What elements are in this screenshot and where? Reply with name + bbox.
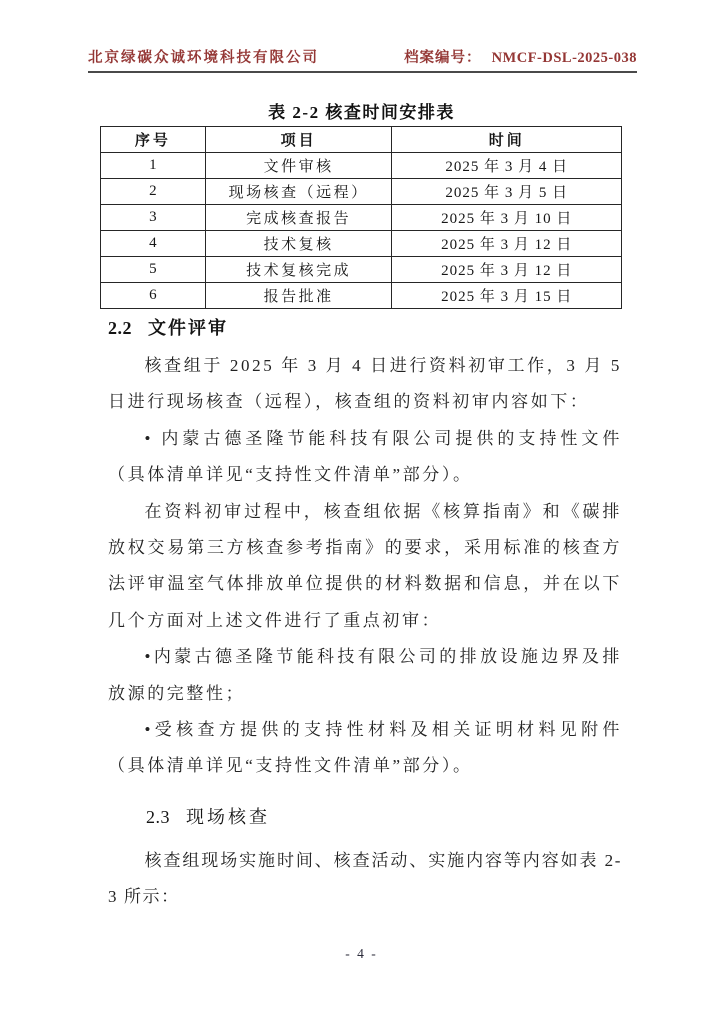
cell-item: 技术复核 [205,231,392,257]
section-number: 2.2 [108,318,132,338]
table-row [101,179,622,205]
table-header-row [101,127,622,153]
bullet-item: •内蒙古德圣隆节能科技有限公司的排放设施边界及排放源的完整性； [108,647,622,703]
bullet-item: •受核查方提供的支持性材料及相关证明材料见附件（具体清单详见“支持性文件清单”部分）。 [108,720,622,776]
verification-schedule-table [100,126,622,309]
paragraph: 核查组于 2025 年 3 月 4 日进行资料初审工作，3 月 5 日进行现场核查（远程），核查组的资料初审内容如下： [108,356,622,412]
cell-item: 现场核查（远程） [205,179,392,205]
table-row [101,283,622,309]
col-header-item: 项目 [205,127,392,153]
table-row [101,257,622,283]
cell-time: 2025 年 3 月 4 日 [392,153,622,179]
page-header [88,46,637,67]
cell-time: 2025 年 3 月 15 日 [392,283,622,309]
cell-time: 2025 年 3 月 5 日 [392,179,622,205]
cell-seq: 5 [101,257,206,283]
cell-item: 报告批准 [205,283,392,309]
page-number: - 4 - [345,946,378,961]
section-heading-2-3 [146,803,622,829]
cell-seq: 4 [101,231,206,257]
table-title: 表 2-2 核查时间安排表 [268,103,455,122]
table-row [101,231,622,257]
col-header-time: 时间 [392,127,622,153]
company-name: 北京绿碳众诚环境科技有限公司 [88,50,319,66]
paragraph: 核查组现场实施时间、核查活动、实施内容等内容如表 2-3 所示： [108,850,622,907]
section-title: 现场核查 [186,806,270,827]
cell-time: 2025 年 3 月 12 日 [392,257,622,283]
cell-seq: 2 [101,179,206,205]
file-number-value: NMCF-DSL-2025-038 [491,50,637,66]
cell-item: 完成核查报告 [205,205,392,231]
cell-seq: 1 [101,153,206,179]
cell-item: 文件审核 [205,153,392,179]
table-row [101,153,622,179]
cell-time: 2025 年 3 月 10 日 [392,205,622,231]
cell-item: 技术复核完成 [205,257,392,283]
cell-seq: 6 [101,283,206,309]
cell-seq: 3 [101,205,206,231]
section-heading-2-2 [108,314,622,340]
paragraph: 在资料初审过程中，核查组依据《核算指南》和《碳排放权交易第三方核查参考指南》的要求，采用标准的核查方法评审温室气体排放单位提供的材料数据和信息，并在以下几个方面对上述文件进行了重点初审： [108,501,622,630]
section-title: 文件评审 [148,318,228,338]
section-number: 2.3 [146,806,170,827]
cell-time: 2025 年 3 月 12 日 [392,231,622,257]
document-body [108,314,622,916]
file-number [404,46,637,67]
table-row [101,205,622,231]
bullet-item: • 内蒙古德圣隆节能科技有限公司提供的支持性文件（具体清单详见“支持性文件清单”部分）。 [108,428,622,485]
file-number-label: 档案编号： [404,50,482,66]
col-header-seq: 序号 [101,127,206,153]
header-rule [88,71,637,73]
